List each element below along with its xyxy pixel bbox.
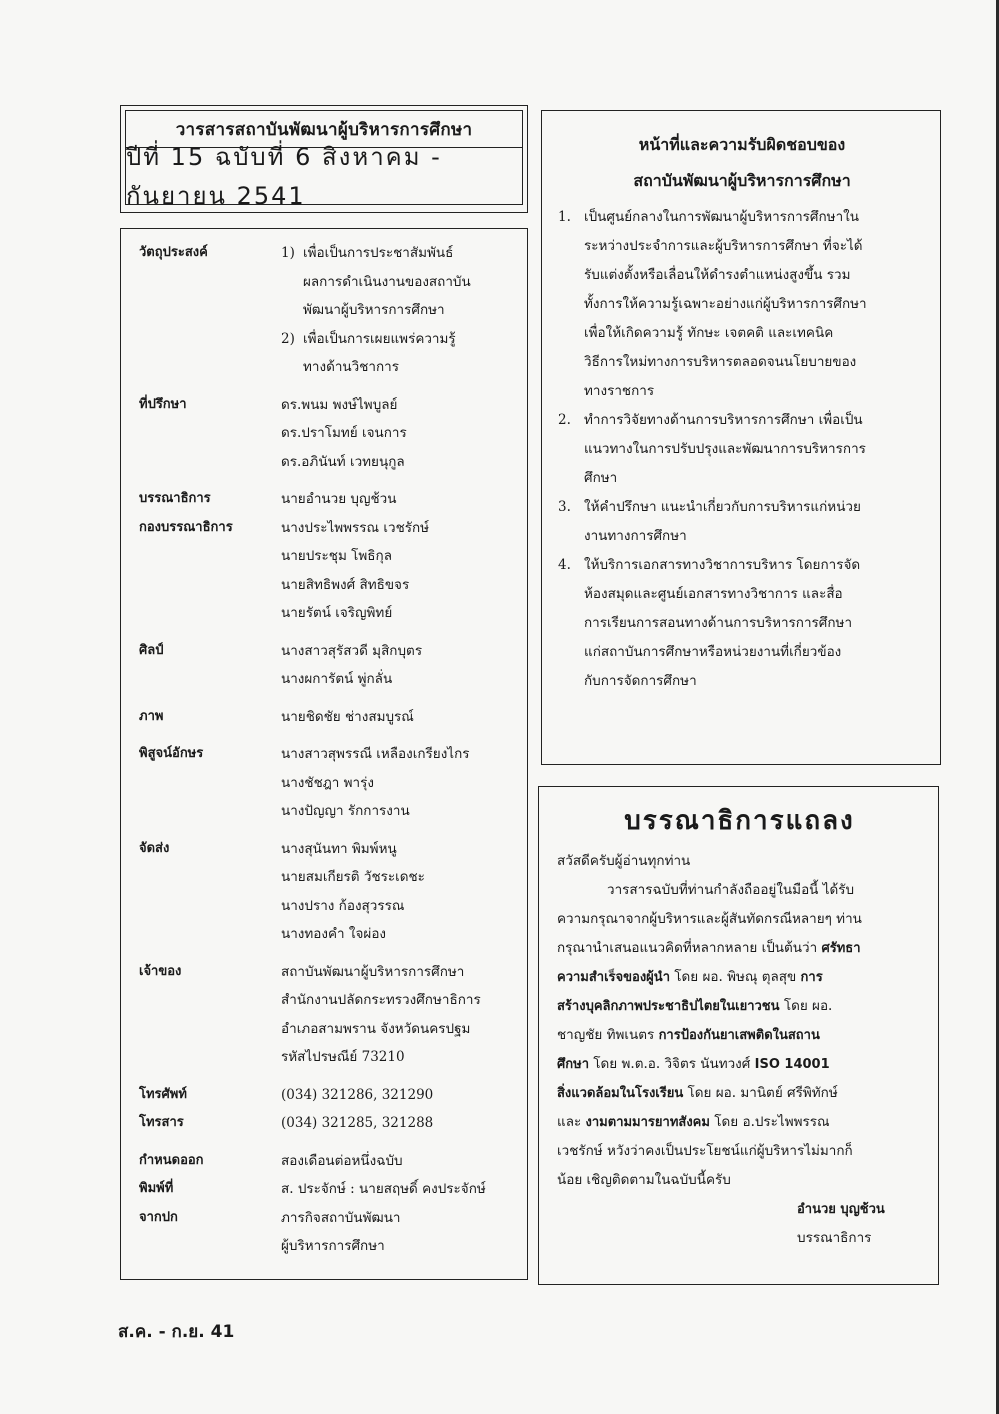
art-name: นางผการัตน์ พู่กลั่น — [281, 671, 393, 687]
dist-name: นางปราง ก้องสุวรรณ — [281, 897, 405, 914]
article-title: การป้องกันยาเสพติดในสถาน — [658, 1028, 820, 1043]
duty-line: รับแต่งตั้งหรือเลื่อนให้ดำรงตำแหน่งสูงขึ้น รวม — [584, 267, 851, 283]
fax-row — [139, 1109, 519, 1138]
duty-line: เป็นศูนย์กลางในการพัฒนาผู้บริหารการศึกษาใน — [584, 209, 859, 225]
objective-line: พัฒนาผู้บริหารการศึกษา — [303, 302, 445, 318]
editorial-text: ชาญชัย ทิพเนตร — [557, 1027, 659, 1043]
cover-line: ผู้บริหารการศึกษา — [281, 1238, 385, 1254]
editorial-line — [557, 963, 922, 992]
duties-list — [558, 203, 926, 696]
editorial-text: โดย พ.ต.อ. วิจิตร นันทวงศ์ — [589, 1056, 755, 1072]
duty-line: ทำการวิจัยทางด้านการบริหารการศึกษา เพื่อเป็น — [584, 412, 863, 428]
advisors-row — [139, 391, 519, 477]
duties-title-line: สถาบันพัฒนาผู้บริหารการศึกษา — [633, 171, 851, 190]
duty-line: ระหว่างประจำการและผู้บริหารการศึกษา ที่จะได้ — [584, 238, 863, 254]
editor-name: นายสิทธิพงศ์ สิทธิขจร — [281, 576, 410, 593]
article-title: สิ่งแวดล้อมในโรงเรียน — [557, 1086, 684, 1101]
owner-line: อำเภอสามพราน จังหวัดนครปฐม — [281, 1020, 471, 1037]
editor-name: นางประไพพรรณ เวชรักษ์ — [281, 519, 430, 536]
duties-box — [541, 110, 941, 765]
duty-number: 4. — [558, 557, 571, 573]
article-title: ศึกษา — [557, 1057, 589, 1072]
article-title: ศรัทธา — [821, 941, 861, 956]
duty-line: แก่สถาบันการศึกษาหรือหน่วยงานที่เกี่ยวข้อง — [584, 644, 842, 660]
duty-line: ทั้งการให้ความรู้เฉพาะอย่างแก่ผู้บริหารการศึกษา — [584, 296, 867, 312]
duty-line: กับการจัดการศึกษา — [584, 673, 697, 689]
owner-row — [139, 958, 519, 1072]
credits-box — [120, 228, 528, 1280]
article-title: ISO 14001 — [754, 1057, 830, 1072]
owner-line: สำนักงานปลัดกระทรวงศึกษาธิการ — [281, 992, 481, 1008]
editorial-text: โดย อ.ประไพพรรณ — [709, 1114, 830, 1130]
cover-label: จากปก — [139, 1209, 178, 1225]
objective-line: ผลการดำเนินงานของสถาบัน — [303, 273, 471, 290]
dist-name: นายสมเกียรติ วัชระเดชะ — [281, 869, 425, 885]
proof-row — [139, 740, 519, 826]
editorial-box — [538, 786, 939, 1285]
art-row — [139, 637, 519, 694]
duty-number: 1. — [558, 209, 571, 225]
editorial-text: และ — [557, 1114, 586, 1130]
editorial-line — [557, 1050, 922, 1079]
dist-label: จัดส่ง — [139, 840, 170, 856]
advisor-name: ดร.ปราโมทย์ เจนการ — [281, 425, 407, 441]
printer-label: พิมพ์ที่ — [139, 1181, 174, 1196]
duty-line: การเรียนการสอนทางด้านการบริหารการศึกษา — [584, 615, 853, 631]
article-title: การ — [800, 970, 823, 985]
phone-label: โทรศัพท์ — [139, 1086, 187, 1102]
objective-line: ทางด้านวิชาการ — [303, 359, 399, 375]
journal-title: วารสารสถาบันพัฒนาผู้บริหารการศึกษา — [125, 110, 523, 148]
duty-line: ให้บริการเอกสารทางวิชาการบริหาร โดยการจัด — [584, 557, 861, 573]
editorial-line: วารสารฉบับที่ท่านกำลังถืออยู่ในมือนี้ ได้รับ — [607, 882, 855, 898]
advisor-name: ดร.อภินันท์ เวทยนุกูล — [281, 453, 405, 470]
signer-role: บรรณาธิการ — [797, 1230, 872, 1246]
fax-number: (034) 321285, 321288 — [281, 1115, 434, 1131]
footer-issue: ส.ค. - ก.ย. 41 — [118, 1322, 235, 1342]
editorial-line — [557, 1021, 922, 1050]
advisor-name: ดร.พนม พงษ์ไพบูลย์ — [281, 396, 398, 413]
editorial-line — [557, 992, 922, 1021]
editorial-title: บรรณาธิการแถลง — [624, 806, 855, 836]
duty-line: แนวทางในการปรับปรุงและพัฒนาการบริหารการ — [584, 441, 866, 457]
distribution-row — [139, 835, 519, 949]
duty-item — [558, 203, 926, 406]
phone-number: (034) 321286, 321290 — [281, 1086, 434, 1103]
duty-item — [558, 493, 926, 551]
editorial-text: โดย ผอ. — [779, 998, 833, 1014]
editorial-text: โดย ผอ. มานิตย์ ศรีพิทักษ์ — [683, 1085, 838, 1101]
duty-line: วิธีการใหม่ทางการบริหารตลอดจนนโยบายของ — [584, 354, 857, 370]
objective-line: เพื่อเป็นการประชาสัมพันธ์ — [303, 245, 454, 261]
duty-line: เพื่อให้เกิดความรู้ ทักษะ เจตคติ และเทคนิค — [584, 325, 834, 341]
duty-item — [558, 551, 926, 696]
signer: อำนวย บุญช้วน — [797, 1202, 885, 1217]
duty-line: ศึกษา — [584, 470, 618, 486]
editor-name: นายรัตน์ เจริญพิทย์ — [281, 605, 393, 621]
objective-number: 2) — [281, 330, 295, 347]
editorial-line — [557, 1079, 922, 1108]
editorial-line — [557, 934, 922, 963]
art-label: ศิลป์ — [139, 642, 164, 658]
cover-line: ภารกิจสถาบันพัฒนา — [281, 1209, 401, 1226]
objectives-row — [139, 239, 519, 382]
art-name: นางสาวสุรัสวดี มุสิกบุตร — [281, 642, 423, 659]
editor-name: นายอำนวย บุญช้วน — [281, 491, 397, 507]
duty-item — [558, 406, 926, 493]
signer-name — [557, 1195, 922, 1224]
publishing-row — [139, 1147, 519, 1261]
fax-label: โทรสาร — [139, 1115, 184, 1130]
schedule-value: สองเดือนต่อหนึ่งฉบับ — [281, 1152, 403, 1169]
issue-line: ปีที่ 15 ฉบับที่ 6 สิงหาคม - กันยายน 2541 — [125, 148, 523, 205]
dist-name: นางสุนันทา พิมพ์หนู — [281, 840, 397, 857]
advisors-label: ที่ปรึกษา — [139, 396, 187, 412]
owner-line: สถาบันพัฒนาผู้บริหารการศึกษา — [281, 963, 465, 980]
duty-line: ทางราชการ — [584, 383, 655, 399]
proof-name: นางชัชฎา พารุ่ง — [281, 774, 374, 791]
editorial-line: น้อย เชิญติดตามในฉบับนี้ครับ — [557, 1172, 731, 1188]
masthead — [120, 105, 528, 213]
editorial-text: กรุณานำเสนอแนวคิดที่หลากหลาย เป็นต้นว่า — [557, 940, 822, 956]
duties-title — [558, 127, 926, 199]
duties-title-line: หน้าที่และความรับผิดชอบของ — [638, 135, 846, 154]
article-title: ความสำเร็จของผู้นำ — [557, 970, 670, 985]
editorial-line: ความกรุณาจากผู้บริหารและผู้สันทัดกรณีหลายๆ ท่าน — [557, 911, 862, 927]
editors-row — [139, 485, 519, 628]
photo-row — [139, 703, 519, 732]
editorial-text: โดย ผอ. พิษณุ ตุลสุข — [670, 969, 801, 985]
schedule-label: กำหนดออก — [139, 1152, 204, 1168]
board-label: กองบรรณาธิการ — [139, 519, 233, 535]
proof-label: พิสูจน์อักษร — [139, 746, 204, 761]
objectives-label: วัตถุประสงค์ — [139, 245, 208, 260]
duty-line: งานทางการศึกษา — [584, 528, 687, 544]
proof-name: นางสาวสุพรรณี เหลืองเกรียงไกร — [281, 746, 470, 762]
objective-line: เพื่อเป็นการเผยแพร่ความรู้ — [303, 330, 456, 347]
duty-line: ให้คำปรึกษา แนะนำเกี่ยวกับการบริหารแก่หน่วย — [584, 499, 861, 515]
photo-name: นายชิดชัย ช่างสมบูรณ์ — [281, 708, 414, 725]
duty-number: 2. — [558, 412, 571, 428]
duty-number: 3. — [558, 499, 571, 515]
owner-line: รหัสไปรษณีย์ 73210 — [281, 1049, 405, 1065]
printer-value: ส. ประจักษ์ : นายสฤษดิ์ คงประจักษ์ — [281, 1181, 486, 1197]
editor-name: นายประชุม โพธิกุล — [281, 548, 392, 564]
editorial-greeting: สวัสดีครับผู้อ่านทุกท่าน — [557, 853, 691, 869]
duty-line: ห้องสมุดและศูนย์เอกสารทางวิชาการ และสื่อ — [584, 586, 843, 602]
editorial-line — [557, 1108, 922, 1137]
photo-label: ภาพ — [139, 708, 164, 724]
article-title: งามตามมารยาทสังคม — [585, 1115, 710, 1130]
article-title: สร้างบุคลิกภาพประชาธิปไตยในเยาวชน — [557, 999, 780, 1014]
editorial-line: เวชรักษ์ หวังว่าคงเป็นประโยชน์แก่ผู้บริหารไม่มากก็ — [557, 1143, 853, 1159]
proof-name: นางปัญญา รักการงาน — [281, 803, 410, 819]
phone-row — [139, 1081, 519, 1110]
editor-label: บรรณาธิการ — [139, 491, 211, 506]
objective-number: 1) — [281, 245, 295, 261]
owner-label: เจ้าของ — [139, 963, 182, 979]
dist-name: นางทองคำ ใจผ่อง — [281, 926, 387, 942]
